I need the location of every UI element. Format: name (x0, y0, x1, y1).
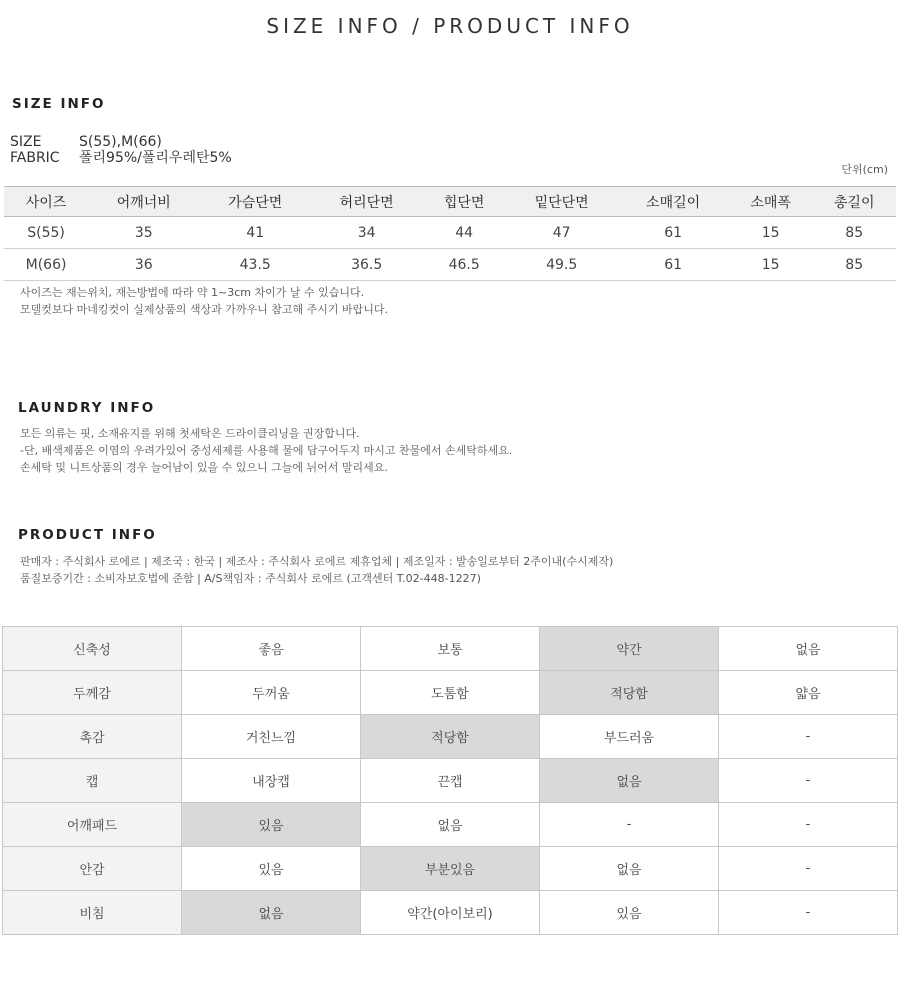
property-label: 두께감 (3, 671, 182, 715)
size-notes (20, 284, 388, 318)
size-col-header: 힙단면 (422, 187, 506, 217)
product-text (20, 553, 613, 587)
table-row (4, 249, 896, 281)
table-row (3, 715, 898, 759)
property-label: 캡 (3, 759, 182, 803)
property-option: 부드러움 (540, 715, 719, 759)
size-info-heading: SIZE INFO (12, 96, 106, 112)
size-cell: 15 (729, 217, 813, 249)
property-option: - (719, 847, 898, 891)
property-option: - (719, 803, 898, 847)
product-line: 판매자 : 주식회사 로에르 | 제조국 : 한국 | 제조사 : 주식회사 로에르 제휴업체 | 제조일자 : 발송일로부터 2주이내(수시제작) (20, 555, 614, 568)
property-option: 거친느낌 (182, 715, 361, 759)
property-label: 신축성 (3, 627, 182, 671)
laundry-info-heading: LAUNDRY INFO (18, 400, 156, 416)
size-cell: 61 (617, 249, 728, 281)
table-row (3, 891, 898, 935)
property-label: 안감 (3, 847, 182, 891)
size-col-header: 사이즈 (4, 187, 88, 217)
spec-size-value: S(55),M(66) (79, 134, 162, 150)
property-option: 두꺼움 (182, 671, 361, 715)
property-option: 없음 (361, 803, 540, 847)
laundry-line: 모든 의류는 핏, 소재유지를 위해 첫세탁은 드라이클리닝을 권장합니다. (20, 427, 360, 440)
size-col-header: 어깨너비 (88, 187, 199, 217)
size-cell: 49.5 (506, 249, 617, 281)
table-row (3, 847, 898, 891)
size-note-line: 모델컷보다 마네킹컷이 실제상품의 색상과 가까우니 참고해 주시기 바랍니다. (20, 303, 389, 316)
property-option: 없음 (719, 627, 898, 671)
size-cell: 85 (812, 249, 896, 281)
table-row (3, 803, 898, 847)
size-cell: 85 (812, 217, 896, 249)
spec-size-row (10, 134, 232, 150)
size-cell: M(66) (4, 249, 88, 281)
property-option-selected: 없음 (540, 759, 719, 803)
size-cell: 36.5 (311, 249, 422, 281)
size-cell: 47 (506, 217, 617, 249)
property-option-selected: 적당함 (361, 715, 540, 759)
spec-fabric-label: FABRIC (10, 150, 60, 166)
property-option: 약간(아이보리) (361, 891, 540, 935)
product-line: 품질보증기간 : 소비자보호법에 준함 | A/S책임자 : 주식회사 로에르 (고객센터 T.02-448-1227) (20, 572, 481, 585)
table-row (3, 671, 898, 715)
laundry-text (20, 425, 512, 476)
spec-fabric-row (10, 150, 232, 166)
table-row (4, 217, 896, 249)
property-option: 끈캡 (361, 759, 540, 803)
size-cell: 41 (200, 217, 311, 249)
property-option: 도톰함 (361, 671, 540, 715)
property-label: 비침 (3, 891, 182, 935)
laundry-line: -단, 배색제품은 이염의 우려가있어 중성세제를 사용해 물에 담구어두지 마시고 찬물에서 손세탁하세요. (20, 444, 513, 457)
spec-block (10, 134, 232, 166)
spec-size-label: SIZE (10, 134, 42, 150)
property-option: 내장캡 (182, 759, 361, 803)
size-cell: 61 (617, 217, 728, 249)
property-option: 있음 (540, 891, 719, 935)
size-cell: 36 (88, 249, 199, 281)
property-label: 어깨패드 (3, 803, 182, 847)
page-title: SIZE INFO / PRODUCT INFO (266, 14, 634, 38)
property-option-selected: 있음 (182, 803, 361, 847)
spec-fabric-value: 폴리95%/폴리우레탄5% (79, 150, 232, 166)
size-cell: 15 (729, 249, 813, 281)
size-cell: 34 (311, 217, 422, 249)
table-row (3, 759, 898, 803)
table-row (3, 627, 898, 671)
property-option: 있음 (182, 847, 361, 891)
product-info-heading: PRODUCT INFO (18, 527, 157, 543)
property-option: - (540, 803, 719, 847)
size-table (4, 186, 896, 281)
property-label: 촉감 (3, 715, 182, 759)
property-option: 좋음 (182, 627, 361, 671)
property-option-selected: 없음 (182, 891, 361, 935)
size-cell: 46.5 (422, 249, 506, 281)
size-col-header: 소매길이 (617, 187, 728, 217)
size-col-header: 가슴단면 (200, 187, 311, 217)
unit-label: 단위(cm) (841, 163, 888, 176)
size-col-header: 소매폭 (729, 187, 813, 217)
property-option: - (719, 715, 898, 759)
size-cell: S(55) (4, 217, 88, 249)
property-option-selected: 적당함 (540, 671, 719, 715)
property-option: 보통 (361, 627, 540, 671)
size-col-header: 밑단단면 (506, 187, 617, 217)
fabric-property-table (2, 626, 898, 935)
size-col-header: 허리단면 (311, 187, 422, 217)
property-option-selected: 부분있음 (361, 847, 540, 891)
property-option-selected: 약간 (540, 627, 719, 671)
size-cell: 43.5 (200, 249, 311, 281)
property-option: - (719, 759, 898, 803)
property-option: 없음 (540, 847, 719, 891)
size-cell: 35 (88, 217, 199, 249)
size-cell: 44 (422, 217, 506, 249)
size-table-header (4, 187, 896, 217)
size-note-line: 사이즈는 재는위치, 재는방법에 따라 약 1~3cm 차이가 날 수 있습니다. (20, 286, 365, 299)
size-col-header: 총길이 (812, 187, 896, 217)
property-option: - (719, 891, 898, 935)
laundry-line: 손세탁 및 니트상품의 경우 늘어남이 있을 수 있으니 그늘에 뉘어서 말리세요. (20, 461, 388, 474)
property-option: 얇음 (719, 671, 898, 715)
fabric-table-body (3, 627, 898, 935)
